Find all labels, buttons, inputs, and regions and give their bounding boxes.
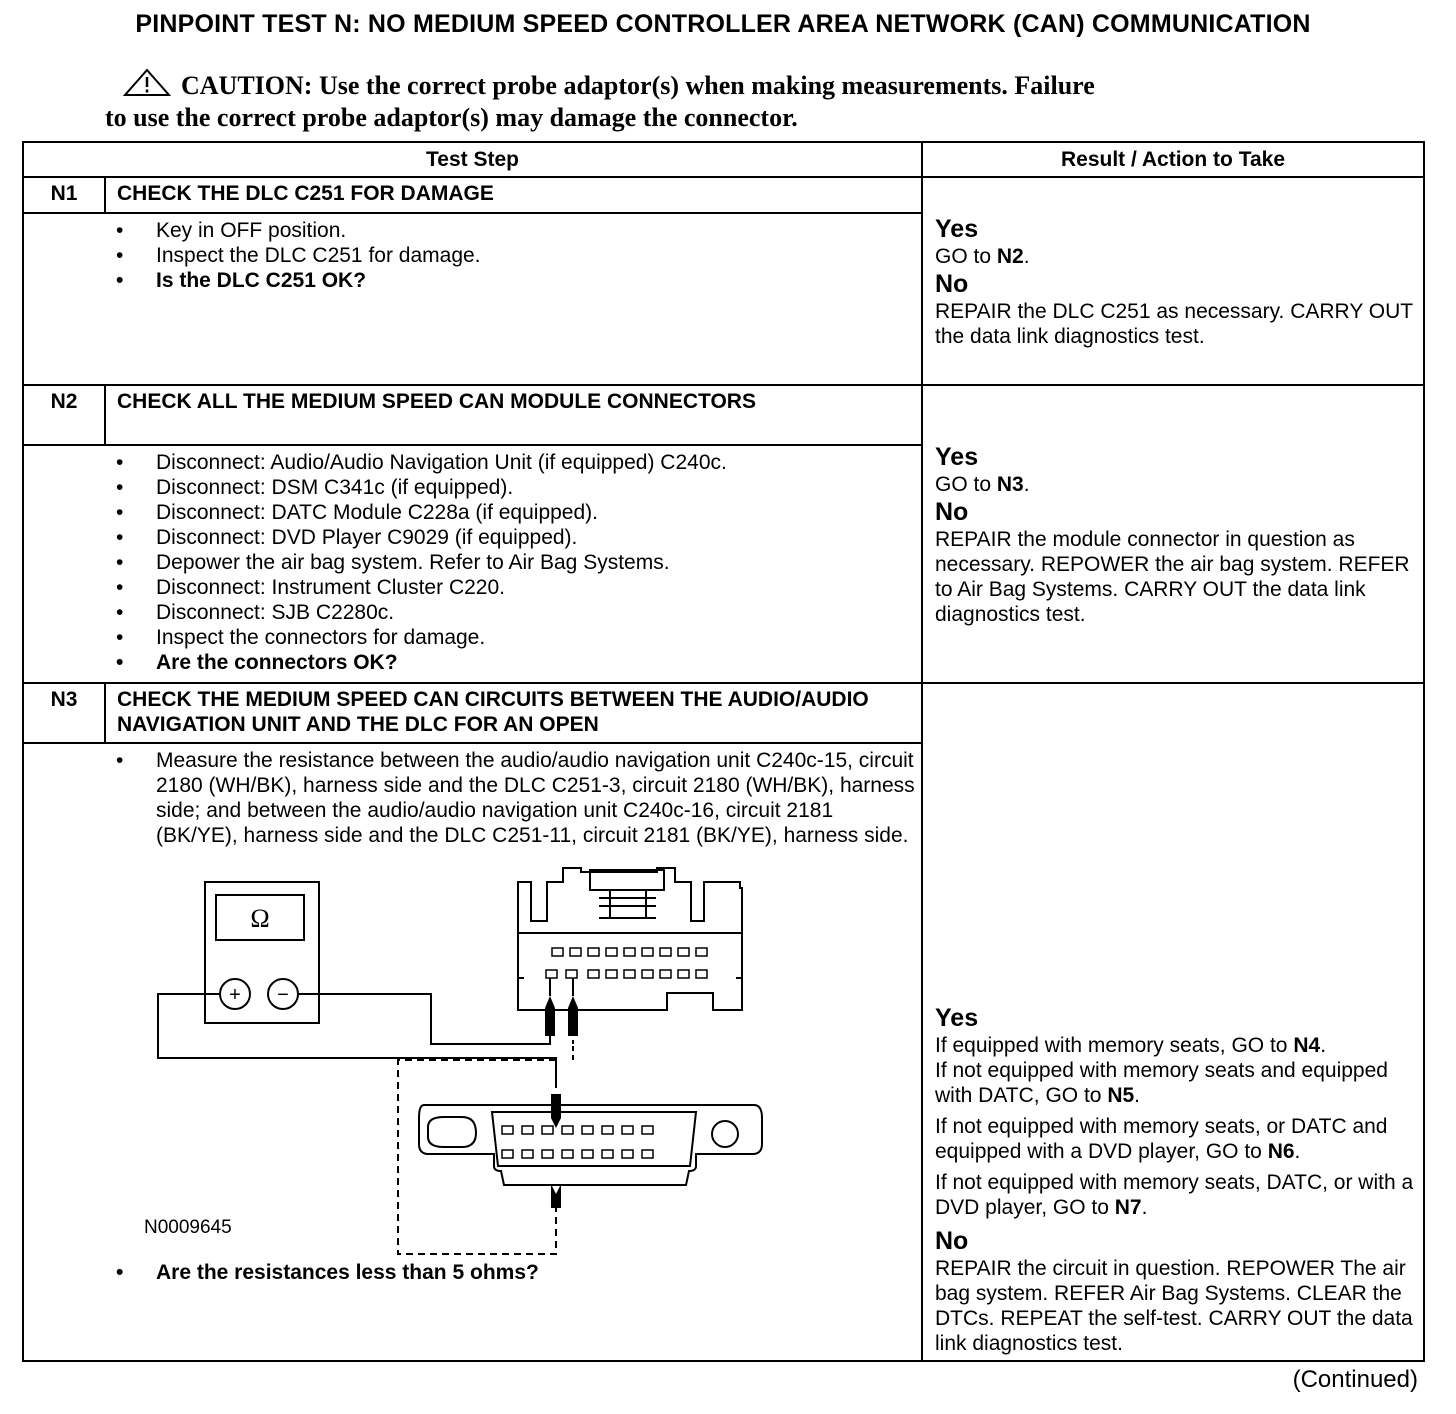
yes-action: GO to N3.: [935, 472, 1030, 496]
plus-terminal-label: +: [229, 984, 241, 1006]
probe-icon: [545, 996, 578, 1208]
yes-action: If not equipped with memory seats, or DATC and equipped with a DVD player, GO to N6.: [935, 1115, 1388, 1163]
step-n2-result: [922, 385, 1424, 683]
caution-notice: [105, 68, 1335, 134]
continued-label: (Continued): [1292, 1366, 1418, 1393]
warning-triangle-icon: [123, 68, 171, 98]
goto-link[interactable]: N7: [1114, 1196, 1142, 1219]
test-step-header: Test Step: [23, 142, 922, 177]
step-id: N3: [23, 683, 105, 743]
step-id: N1: [23, 177, 105, 213]
caution-text-line1: Use the correct probe adaptor(s) when making measurements. Failure: [318, 71, 1095, 100]
step-id: N2: [23, 385, 105, 445]
yes-label: Yes: [935, 1004, 979, 1032]
step-n1-result: [922, 177, 1424, 385]
page-title: PINPOINT TEST N: NO MEDIUM SPEED CONTROLLER AREA NETWORK (CAN) COMMUNICATION: [135, 10, 1311, 38]
step-n2-body: [23, 445, 922, 683]
list-item: • Disconnect: DATC Module C228a (if equipped).: [24, 500, 917, 525]
step-n3-result: [922, 683, 1424, 1361]
yes-action: If not equipped with memory seats and equipped with DATC, GO to N5.: [935, 1059, 1388, 1107]
no-action: REPAIR the module connector in question as necessary. REPOWER the air bag system. REFER to Air Bag Systems. CARRY OUT the data link diagnostics test.: [935, 527, 1410, 626]
yes-action: GO to N2.: [935, 244, 1030, 268]
minus-terminal-label: −: [277, 984, 289, 1006]
table-header-row: [23, 142, 1424, 177]
no-label: No: [935, 1227, 969, 1255]
caution-label: CAUTION:: [181, 71, 313, 100]
audio-unit-connector-icon: [518, 868, 742, 1010]
no-action: REPAIR the DLC C251 as necessary. CARRY OUT the data link diagnostics test.: [935, 299, 1413, 348]
step-n1-body: [23, 213, 922, 385]
step-heading: CHECK THE MEDIUM SPEED CAN CIRCUITS BETWEEN THE AUDIO/AUDIO NAVIGATION UNIT AND THE DLC FOR AN OPEN: [105, 683, 922, 743]
caution-text-line2: to use the correct probe adaptor(s) may damage the connector.: [105, 103, 798, 132]
goto-link[interactable]: N4: [1293, 1034, 1321, 1057]
list-item: • Disconnect: DSM C341c (if equipped).: [24, 475, 917, 500]
list-item: • Depower the air bag system. Refer to Air Bag Systems.: [24, 550, 917, 575]
list-item: • Inspect the connectors for damage.: [24, 625, 917, 650]
list-item: • Disconnect: SJB C2280c.: [24, 600, 917, 625]
list-item: • Is the DLC C251 OK?: [24, 268, 917, 293]
yes-action: If equipped with memory seats, GO to N4.: [935, 1034, 1327, 1057]
pinpoint-test-table: [22, 141, 1425, 1362]
list-item: • Disconnect: Instrument Cluster C220.: [24, 575, 917, 600]
list-item: • Key in OFF position.: [24, 218, 917, 243]
step-n3-heading-row: [23, 683, 1424, 743]
step-heading: CHECK THE DLC C251 FOR DAMAGE: [105, 177, 922, 213]
step-n1-heading-row: [23, 177, 1424, 213]
no-label: No: [935, 497, 969, 526]
ohm-symbol: Ω: [250, 904, 270, 933]
yes-action: If not equipped with memory seats, DATC, or with a DVD player, GO to N7.: [935, 1171, 1414, 1219]
resistance-measurement-diagram: [24, 848, 784, 1260]
list-item: • Are the resistances less than 5 ohms?: [24, 1260, 917, 1285]
figure-id: N0009645: [144, 1217, 232, 1238]
goto-link[interactable]: N5: [1107, 1084, 1135, 1107]
goto-link[interactable]: N6: [1267, 1140, 1295, 1163]
list-item: • Measure the resistance between the audio/audio navigation unit C240c-15, circuit 2180 (WH/BK), harness side and the DLC C251-3, circuit 2180 (WH/BK), harness side; and between the audio/audio navigation unit C240c-16, circuit 2181 (BK/YE), harness side and the DLC C251-11, circuit 2181 (BK/YE), harness side.: [24, 748, 917, 848]
step-heading: CHECK ALL THE MEDIUM SPEED CAN MODULE CONNECTORS: [105, 385, 922, 445]
yes-label: Yes: [935, 442, 979, 471]
list-item: • Are the connectors OK?: [24, 650, 917, 675]
step-n3-body: [23, 743, 922, 1361]
step-n2-heading-row: [23, 385, 1424, 445]
goto-link[interactable]: N2: [996, 244, 1024, 268]
yes-label: Yes: [935, 214, 979, 243]
list-item: • Inspect the DLC C251 for damage.: [24, 243, 917, 268]
result-action-header: Result / Action to Take: [922, 142, 1424, 177]
list-item: • Disconnect: DVD Player C9029 (if equipped).: [24, 525, 917, 550]
connector-pins: [502, 948, 707, 1158]
dlc-connector-icon: [419, 1105, 762, 1185]
goto-link[interactable]: N3: [996, 472, 1024, 496]
list-item: • Disconnect: Audio/Audio Navigation Unit (if equipped) C240c.: [24, 450, 917, 475]
no-label: No: [935, 269, 969, 298]
no-action: REPAIR the circuit in question. REPOWER The air bag system. REFER Air Bag Systems. CLEAR the DTCs. REPEAT the self-test. CARRY OUT the data link diagnostics test.: [935, 1257, 1413, 1355]
wiring-diagram: [24, 848, 917, 1260]
